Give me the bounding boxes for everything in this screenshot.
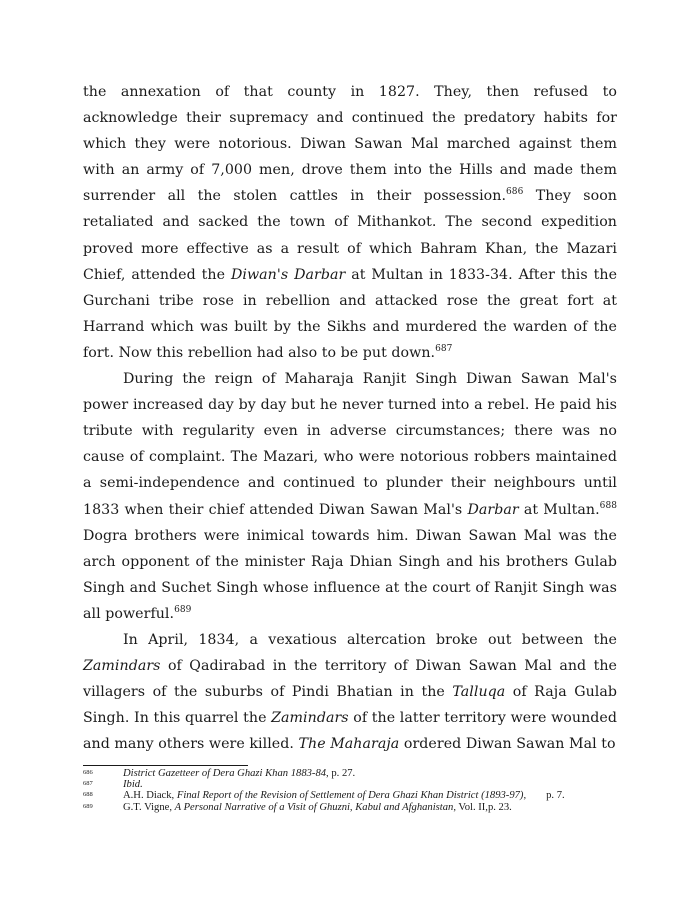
text-run: of Qadirabad in the territory of Diwan Sawan Mal and the villagers of the suburbs of Pindi Bhatian in the [83,658,617,701]
footnote [83,790,623,801]
italic-text: Darbar [467,501,519,518]
text-run: p. 7. [546,790,565,802]
footnote-reference[interactable]: 686 [506,187,524,198]
text-run: of Raja Gulab Singh. In this quarrel the [83,684,617,727]
text-run: of the latter territory were wounded and many others were killed. [83,710,617,753]
paragraph [83,627,617,757]
text-run: at Multan. [518,501,600,518]
paragraph [83,79,617,366]
body-text [83,79,617,757]
italic-text: Zamindars [83,658,161,675]
footnote-number: 687 [83,780,93,788]
text-run: , p. 27. [326,768,356,779]
text-run: Dogra brothers were inimical towards him. Diwan Sawan Mal was the arch opponent of the minister Raja Dhian Singh and his brothers Gulab Singh and Suchet Singh whose influence at the court of Ranjit Singh was all powerful. [83,527,617,622]
text-run: ordered Diwan Sawan Mal to [399,736,616,753]
footnote-reference[interactable]: 688 [599,500,618,511]
text-run: In April, 1834, a vexatious altercation broke out between the [123,631,617,648]
text-run: , Vol. II,p. 23. [453,801,512,813]
footnote-separator [83,765,248,766]
footnote-number: 688 [83,791,93,799]
text-run: at Multan in 1833-34. After this the Gurchani tribe rose in rebellion and attacked rose the great fort at Harrand which was built by the Sikhs and murdered the warden of the fort. Now this rebellion had also to be put down. [83,266,618,361]
text-run: A.H. Diack, [123,790,177,802]
footnote-number: 689 [83,802,93,810]
italic-text: District Gazetteer of Dera Ghazi Khan 1883-84 [123,768,327,779]
text-run: G.T. Vigne, [123,801,175,813]
document-page [83,79,617,757]
footnote-text [123,768,355,779]
text-run: They soon retaliated and sacked the town of Mithankot. The second expedition proved more effective as a result of which Bahram Khan, the Mazari Chief, attended the [83,188,617,283]
italic-text: Zamindars [271,710,349,727]
footnote [83,779,623,790]
text-run: the annexation of that county in 1827. They, then refused to acknowledge their supremacy and continued the predatory habits for which they were notorious. Diwan Sawan Mal marched against them with an army of 7,000 men, drove them into the Hills and made them surrender all the stolen cattles in their possession. [83,84,617,205]
footnote-text [123,790,565,801]
footnote-text [123,802,512,813]
italic-text: Ibid. [123,779,143,791]
footnote [83,802,623,813]
italic-text: A Personal Narrative of a Visit of Ghuzni, Kabul and Afghanistan [174,801,454,813]
footnote-reference[interactable]: 687 [435,343,453,354]
footnote [83,768,623,779]
text-run: During the reign of Maharaja Ranjit Singh Diwan Sawan Mal's power increased day by day but he never turned into a rebel. He paid his tribute with regularity even in adverse circumstances; there was no cause of complaint. The Mazari, who were notorious robbers maintained a semi-independence and continued to plunder their neighbours until 1833 when their chief attended Diwan Sawan Mal's [83,371,617,518]
italic-text: Diwan's Darbar [230,266,346,283]
footnote-reference[interactable]: 689 [174,604,192,615]
italic-text: Final Report of the Revision of Settlement of Dera Ghazi Khan District (1893-97), [176,790,527,802]
italic-text: The Maharaja [298,736,400,753]
italic-text: Talluqa [452,684,506,701]
paragraph [83,366,617,627]
footnote-number: 686 [83,769,93,776]
footnote-text [123,779,143,790]
footnotes [83,768,623,813]
